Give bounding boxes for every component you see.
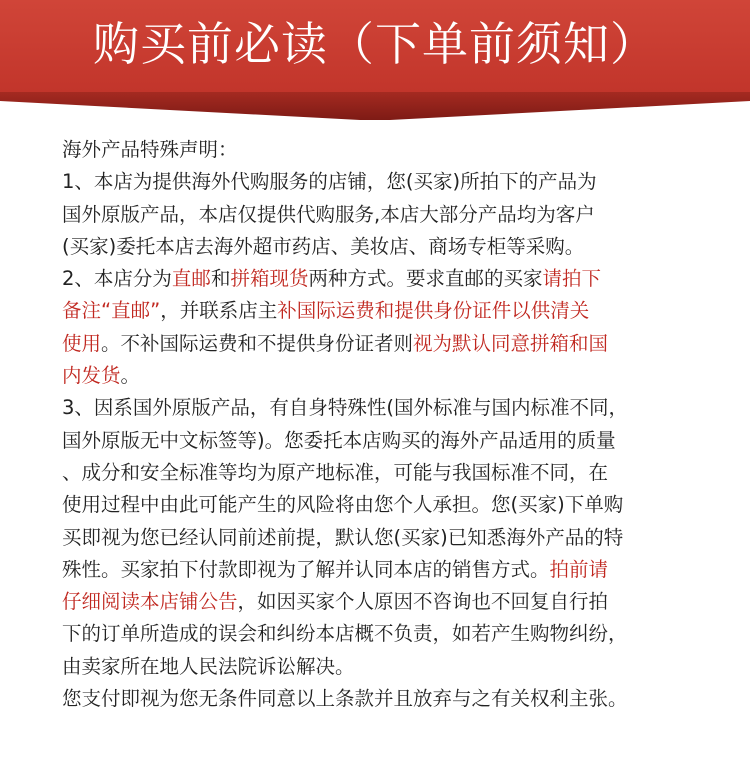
notice-text: 两种方式。要求直邮的买家 <box>308 267 543 291</box>
notice-line <box>62 489 722 521</box>
notice-text: 买即视为您已经认同前述前提，默认您(买家)已知悉海外产品的特 <box>62 525 624 549</box>
notice-text: 使用过程中由此可能产生的风险将由您个人承担。您(买家)下单购 <box>62 493 624 517</box>
notice-line <box>62 425 722 457</box>
notice-line <box>62 166 722 198</box>
notice-line <box>62 231 722 263</box>
notice-text: 国外原版无中文标签等)。您委托本店购买的海外产品适用的质量 <box>62 428 616 452</box>
notice-line <box>62 199 722 231</box>
notice-line <box>62 295 722 327</box>
notice-text: 殊性。买家拍下付款即视为了解并认同本店的销售方式。 <box>62 557 550 581</box>
notice-line <box>62 554 722 586</box>
notice-line <box>62 134 722 166</box>
highlight-text: 备注“直邮” <box>62 299 161 323</box>
notice-text: 3、因系国外原版产品，有自身特殊性(国外标准与国内标准不同， <box>62 396 629 420</box>
highlight-text: 内发货 <box>62 364 121 388</box>
notice-text: 由卖家所在地人民法院诉讼解决。 <box>62 654 355 678</box>
highlight-text: 视为默认同意拼箱和国 <box>413 331 609 355</box>
notice-text: 。不补国际运费和不提供身份证者则 <box>101 331 414 355</box>
notice-line <box>62 457 722 489</box>
highlight-text: 拍前请 <box>549 557 609 581</box>
notice-text: ，如因买家个人原因不咨询也不回复自行拍 <box>237 590 609 614</box>
notice-text: 下的订单所造成的误会和纠纷本店概不负责，如若产生购物纠纷， <box>62 622 628 646</box>
highlight-text: 请拍下 <box>542 267 601 291</box>
highlight-text: 直邮 <box>171 267 211 291</box>
notice-line <box>62 618 722 650</box>
notice-text: 、成分和安全标准等均为原产地标准，可能与我国标准不同，在 <box>62 460 609 484</box>
notice-line <box>62 683 722 715</box>
notice-text: (买家)委托本店去海外超市药店、美妆店、商场专柜等采购。 <box>62 234 585 258</box>
notice-line <box>62 522 722 554</box>
notice-line <box>62 360 722 392</box>
notice-line <box>62 392 722 424</box>
notice-line <box>62 586 722 618</box>
notice-text: 国外原版产品，本店仅提供代购服务,本店大部分产品均为客户 <box>62 202 595 226</box>
notice-text: 和 <box>210 267 231 291</box>
notice-text: 1、本店为提供海外代购服务的店铺，您(买家)所拍下的产品为 <box>62 170 597 194</box>
notice-line <box>62 263 722 295</box>
notice-text: 。 <box>120 364 141 388</box>
header-banner <box>0 0 750 120</box>
highlight-text: 补国际运费和提供身份证件以供清关 <box>277 299 590 323</box>
notice-text: 海外产品特殊声明： <box>62 138 238 161</box>
highlight-text: 仔细阅读本店铺公告 <box>62 590 238 614</box>
notice-line <box>62 651 722 683</box>
notice-text: ，并联系店主 <box>160 299 278 323</box>
notice-text: 您支付即视为您无条件同意以上条款并且放弃与之有关权利主张。 <box>62 687 628 711</box>
highlight-text: 使用 <box>62 331 102 355</box>
notice-body <box>62 134 722 715</box>
notice-line <box>62 328 722 360</box>
notice-text: 2、本店分为 <box>62 267 172 291</box>
page-title: 购买前必读（下单前须知） <box>93 17 657 71</box>
highlight-text: 拼箱现货 <box>230 267 309 291</box>
